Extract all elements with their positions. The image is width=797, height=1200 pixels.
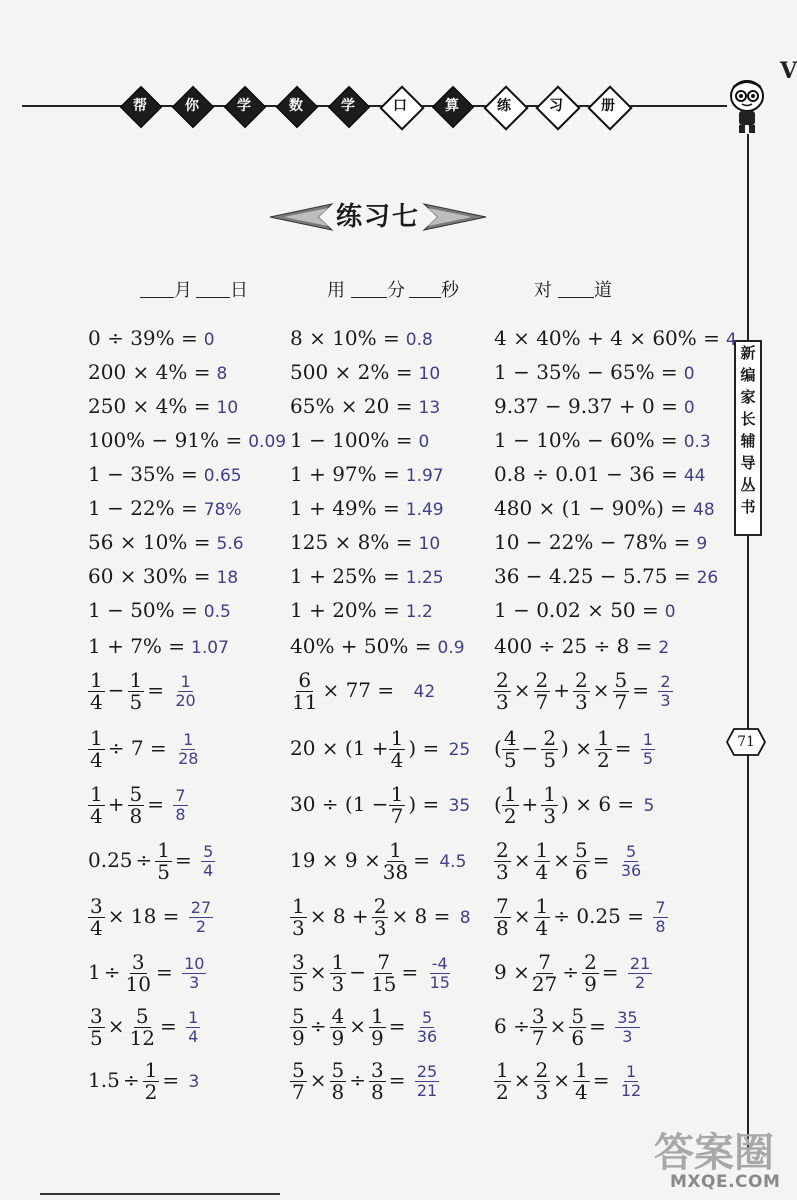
problem xyxy=(494,428,711,454)
answer: 42 xyxy=(413,682,436,702)
answer: 0.65 xyxy=(203,466,242,486)
problem xyxy=(494,634,669,660)
problem xyxy=(290,634,465,660)
problem: $\frac{2}{3}$ × $\frac{1}{4}$ × $\frac{5}{6}$ = $\frac{5}{36}$ xyxy=(496,838,642,884)
margin-rule xyxy=(747,134,749,1154)
answer: 0.09 xyxy=(248,432,287,452)
answer: $\frac{1}{20}$ xyxy=(175,672,196,710)
problem xyxy=(290,326,433,352)
problem xyxy=(88,496,242,522)
problem xyxy=(494,326,737,352)
answer: 5 xyxy=(643,796,655,816)
problem xyxy=(494,496,715,522)
corner-mark: V xyxy=(780,58,797,84)
problem xyxy=(88,394,238,420)
answer: 10 xyxy=(216,398,239,418)
expression: 1 − 50% = xyxy=(88,598,198,622)
page-title: 练习七 xyxy=(335,202,420,232)
problem xyxy=(88,462,242,488)
banner-diamond: 你 xyxy=(172,86,212,126)
banner-diamond: 学 xyxy=(224,86,264,126)
answer: 0 xyxy=(664,602,676,622)
problem xyxy=(290,530,440,556)
problem xyxy=(88,428,286,454)
answer: 5.6 xyxy=(216,534,244,554)
answer: $\frac{35}{3}$ xyxy=(617,1008,638,1046)
left-arrow-ornament xyxy=(270,202,332,232)
banner-diamond: 册 xyxy=(588,86,628,126)
problem: 9 × $\frac{7}{27}$ ÷ $\frac{2}{9}$ = $\frac{21}{2}$ xyxy=(494,950,651,996)
answer: $\frac{21}{2}$ xyxy=(629,954,651,992)
exercise-title xyxy=(270,198,486,238)
answer: 3 xyxy=(188,1072,200,1092)
problem: $\frac{1}{4}$ − $\frac{1}{5}$ = $\frac{1}{20}$ xyxy=(90,668,196,714)
banner-diamond: 数 xyxy=(276,86,316,126)
expression: 1 − 35% − 65% = xyxy=(494,360,678,384)
problem: 1 ÷ $\frac{3}{10}$ = $\frac{10}{3}$ xyxy=(88,950,205,996)
problem xyxy=(88,598,231,624)
answer: 8 xyxy=(216,364,228,384)
answer: $\frac{-4}{15}$ xyxy=(429,954,450,992)
answer: 10 xyxy=(418,534,441,554)
answer: $\frac{1}{12}$ xyxy=(620,1062,642,1100)
footer-rule xyxy=(40,1193,280,1195)
banner-diamond: 练 xyxy=(484,86,524,126)
answer: 1.2 xyxy=(405,602,433,622)
problem: ( $\frac{4}{5}$ − $\frac{2}{5}$ ) × $\frac{1}{2}$ = $\frac{1}{5}$ xyxy=(494,726,654,772)
problem xyxy=(88,634,229,660)
banner-diamond: 算 xyxy=(432,86,472,126)
answer: $\frac{7}{8}$ xyxy=(175,786,186,824)
problem: $\frac{5}{9}$ ÷ $\frac{4}{9}$ × $\frac{1}{9}$ = $\frac{5}{36}$ xyxy=(292,1004,438,1050)
expression: 10 − 22% − 78% = xyxy=(494,530,691,554)
answer: 18 xyxy=(216,568,239,588)
problem: $\frac{1}{3}$ × 8 + $\frac{2}{3}$ × 8 = 8 xyxy=(292,894,471,940)
expression: 36 − 4.25 − 5.75 = xyxy=(494,564,691,588)
answer: 13 xyxy=(418,398,441,418)
right-arrow-ornament xyxy=(424,202,486,232)
banner-diamond: 学 xyxy=(328,86,368,126)
answer: 0.3 xyxy=(683,432,711,452)
problem: 0.25 ÷ $\frac{1}{5}$ = $\frac{5}{4}$ xyxy=(88,838,214,884)
expression: 200 × 4% = xyxy=(88,360,211,384)
banner-diamond: 帮 xyxy=(120,86,160,126)
banner-diamond: 习 xyxy=(536,86,576,126)
problem xyxy=(88,360,227,386)
answer: 0 xyxy=(683,364,695,384)
expression: 1 − 0.02 × 50 = xyxy=(494,598,659,622)
problem xyxy=(88,530,244,556)
problem: $\frac{5}{7}$ × $\frac{5}{8}$ ÷ $\frac{3}{8}$ = $\frac{25}{21}$ xyxy=(292,1058,438,1104)
answer: 0 xyxy=(203,330,215,350)
expression: 65% × 20 = xyxy=(290,394,413,418)
answer: 0.9 xyxy=(437,638,465,658)
answer: 26 xyxy=(696,568,719,588)
problem: $\frac{1}{4}$ + $\frac{5}{8}$ = $\frac{7}{8}$ xyxy=(90,782,186,828)
problem: 1.5 ÷ $\frac{1}{2}$ = 3 xyxy=(88,1058,200,1104)
problem xyxy=(88,564,238,590)
score-field: 对 道 xyxy=(534,280,612,301)
svg-text:答案圈: 答案圈 xyxy=(654,1130,774,1176)
problem xyxy=(494,462,706,488)
answer: 10 xyxy=(418,364,441,384)
expression: 4 × 40% + 4 × 60% = xyxy=(494,326,720,350)
answer: $\frac{5}{4}$ xyxy=(203,842,214,880)
problem xyxy=(290,428,429,454)
problem: 30 ÷ (1 − $\frac{1}{7}$ ) = 35 xyxy=(290,782,471,828)
answer: 0.5 xyxy=(203,602,231,622)
answer: 4 xyxy=(725,330,737,350)
answer: $\frac{5}{36}$ xyxy=(416,1008,438,1046)
problem: $\frac{1}{2}$ × $\frac{2}{3}$ × $\frac{1}{4}$ = $\frac{1}{12}$ xyxy=(496,1058,642,1104)
expression: 1 − 100% = xyxy=(290,428,413,452)
expression: 60 × 30% = xyxy=(88,564,211,588)
expression: 1 + 97% = xyxy=(290,462,400,486)
expression: 1 − 10% − 60% = xyxy=(494,428,678,452)
problem: $\frac{6}{11}$ × 77 = 42 xyxy=(292,668,436,714)
expression: 0 ÷ 39% = xyxy=(88,326,198,350)
mascot-icon xyxy=(727,78,767,136)
problem: ( $\frac{1}{2}$ + $\frac{1}{3}$ ) × 6 = 5 xyxy=(494,782,655,828)
answer: 25 xyxy=(448,740,471,760)
answer: 35 xyxy=(448,796,471,816)
problem: $\frac{3}{5}$ × $\frac{1}{3}$ − $\frac{7}{15}$ = $\frac{-4}{15}$ xyxy=(292,950,450,996)
expression: 0.8 ÷ 0.01 − 36 = xyxy=(494,462,678,486)
series-label: 新 编 家 长 辅 导 丛 书 xyxy=(734,340,762,536)
expression: 480 × (1 − 90%) = xyxy=(494,496,688,520)
expression: 1 + 49% = xyxy=(290,496,400,520)
expression: 250 × 4% = xyxy=(88,394,211,418)
answer: 0 xyxy=(683,398,695,418)
page-number: 71 xyxy=(737,734,755,750)
expression: 1 − 22% = xyxy=(88,496,198,520)
banner-diamond: 口 xyxy=(380,86,420,126)
problem xyxy=(290,462,444,488)
expression: 1 − 35% = xyxy=(88,462,198,486)
answer: 4.5 xyxy=(439,852,467,872)
answer: 78% xyxy=(203,500,242,520)
answer: $\frac{27}{2}$ xyxy=(190,898,212,936)
problem xyxy=(290,394,440,420)
expression: 125 × 8% = xyxy=(290,530,413,554)
problem xyxy=(494,530,707,556)
problem: $\frac{3}{5}$ × $\frac{5}{12}$ = $\frac{1}{4}$ xyxy=(90,1004,199,1050)
problem: $\frac{7}{8}$ × $\frac{1}{4}$ ÷ 0.25 = $\frac{7}{8}$ xyxy=(496,894,666,940)
problem xyxy=(290,360,440,386)
problem xyxy=(494,360,695,386)
answer: 0.8 xyxy=(405,330,433,350)
answer: 0 xyxy=(418,432,430,452)
problem xyxy=(494,564,718,590)
date-field: 月 日 xyxy=(140,276,248,302)
answer: 1.97 xyxy=(405,466,444,486)
answer: 1.49 xyxy=(405,500,444,520)
answer: 44 xyxy=(683,466,706,486)
expression: 1 + 7% = xyxy=(88,634,186,658)
problem xyxy=(290,564,444,590)
watermark-url: MXQE.COM xyxy=(670,1172,781,1192)
expression: 500 × 2% = xyxy=(290,360,413,384)
problem xyxy=(494,598,676,624)
expression: 9.37 − 9.37 + 0 = xyxy=(494,394,678,418)
problem: 20 × (1 + $\frac{1}{4}$ ) = 25 xyxy=(290,726,471,772)
expression: 40% + 50% = xyxy=(290,634,432,658)
problem: $\frac{1}{4}$ ÷ 7 = $\frac{1}{28}$ xyxy=(90,726,199,772)
answer: 8 xyxy=(459,908,471,928)
problem xyxy=(290,496,444,522)
problem xyxy=(290,598,433,624)
answer: $\frac{25}{21}$ xyxy=(416,1062,438,1100)
problem: 19 × 9 × $\frac{1}{38}$ = 4.5 xyxy=(290,838,467,884)
expression: 1 + 25% = xyxy=(290,564,400,588)
expression: 400 ÷ 25 ÷ 8 = xyxy=(494,634,653,658)
problem xyxy=(88,326,215,352)
expression: 56 × 10% = xyxy=(88,530,211,554)
answer: $\frac{1}{4}$ xyxy=(188,1008,199,1046)
answer: $\frac{1}{28}$ xyxy=(178,730,199,768)
answer: $\frac{7}{8}$ xyxy=(655,898,666,936)
expression: 1 + 20% = xyxy=(290,598,400,622)
problem xyxy=(494,394,695,420)
answer: 1.25 xyxy=(405,568,444,588)
answer: 1.07 xyxy=(191,638,229,658)
expression: 8 × 10% = xyxy=(290,326,400,350)
answer: 2 xyxy=(658,638,670,658)
answer: $\frac{2}{3}$ xyxy=(660,672,671,710)
expression: 100% − 91% = xyxy=(88,428,243,452)
answer: $\frac{1}{5}$ xyxy=(642,730,654,768)
time-field: 用 分 秒 xyxy=(327,280,459,301)
problem: 6 ÷ $\frac{3}{7}$ × $\frac{5}{6}$ = $\frac{35}{3}$ xyxy=(494,1004,638,1050)
answer: $\frac{5}{36}$ xyxy=(620,842,642,880)
answer: 9 xyxy=(696,534,708,554)
answer: $\frac{10}{3}$ xyxy=(184,954,205,992)
problem: $\frac{3}{4}$ × 18 = $\frac{27}{2}$ xyxy=(90,894,212,940)
problem: $\frac{2}{3}$ × $\frac{2}{7}$ + $\frac{2}{3}$ × $\frac{5}{7}$ = $\frac{2}{3}$ xyxy=(496,668,671,714)
answer: 48 xyxy=(693,500,715,520)
